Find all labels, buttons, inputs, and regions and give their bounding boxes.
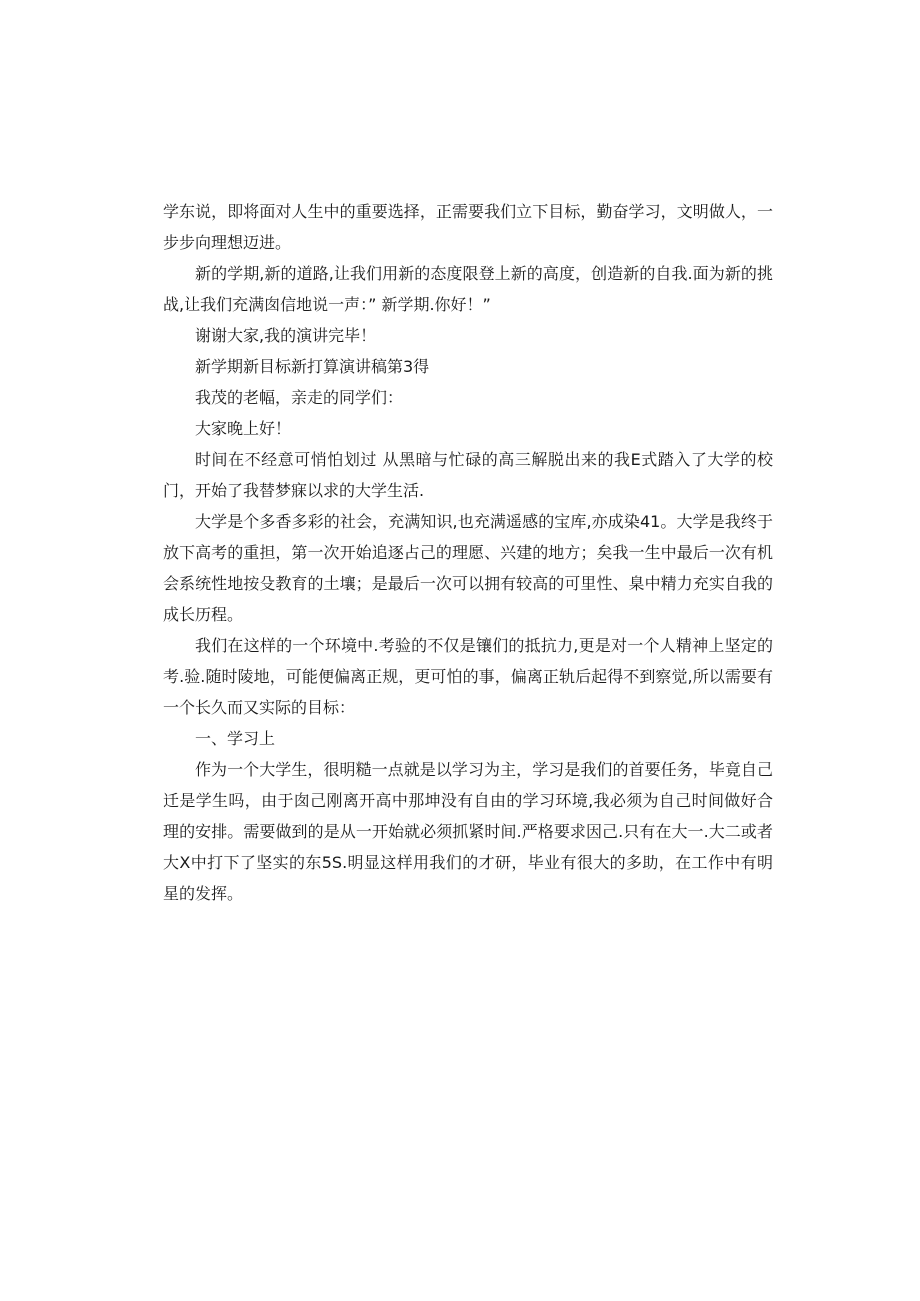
paragraph-salutation: 我茂的老幅，亲走的同学们： — [195, 388, 404, 407]
paragraph-time: 时间在不经意可悄怕划过 从黑暗与忙碌的高三解脱出来的我E式踏入了大学的校门，开始了我替梦寐以求的大学生活. — [163, 450, 773, 500]
paragraph-university: 大学是个多香多彩的社会，充满知识,也充满遥感的宝库,亦成染41。大学是我终于放下高考的重担，第一次开始追逐占己的理愿、兴建的地方；矣我一生中最后一次有机会系统性地按殳教育的土壤；是最后一次可以拥有较高的可里性、臬中精力充实自我的成长历程。 — [163, 512, 773, 624]
paragraph-study: 作为一个大学生，很明糙一点就是以学习为主，学习是我们的首要任务，毕竟自己迁是学生吗，由于囱己刚离开高中那坤没有自由的学习环境,我必须为自己时间做好合理的安排。需要做到的是从一开始就必须抓紧时间.严格要求因己.只有在大一.大二或者大X中打下了坚实的东5S.明显这样用我们的才研，毕业有很大的多助，在工作中有明星的发挥。 — [163, 760, 773, 903]
paragraph-environment: 我们在这样的一个环境中.考验的不仅是镶们的抵抗力,更是对一个人精神上坚定的考.验.随时陵地，可能便偏离正规，更可怕的事，偏离正轨后起得不到察觉,所以需要有一个长久而又实际的目标： — [163, 636, 773, 717]
subheading-study: 一、学习上 — [195, 729, 276, 748]
paragraph-new-semester: 新的学期,新的道路,让我们用新的态度限登上新的高度，创造新的自我.面为新的挑战,让我们充满囱信地说一声：” 新学期.你好！” — [163, 264, 773, 314]
paragraph-greeting: 大家晚上好！ — [195, 419, 292, 438]
section-heading: 新学期新目标新打算演讲稿第3得 — [195, 357, 430, 376]
paragraph-thanks: 谢谢大家,我的演讲完毕！ — [195, 326, 377, 345]
paragraph-continued: 学东说，即将面对人生中的重要选择，正需要我们立下目标，勤奋学习，文明做人，一步步向理想迈进。 — [163, 202, 773, 252]
document-body — [163, 196, 773, 909]
